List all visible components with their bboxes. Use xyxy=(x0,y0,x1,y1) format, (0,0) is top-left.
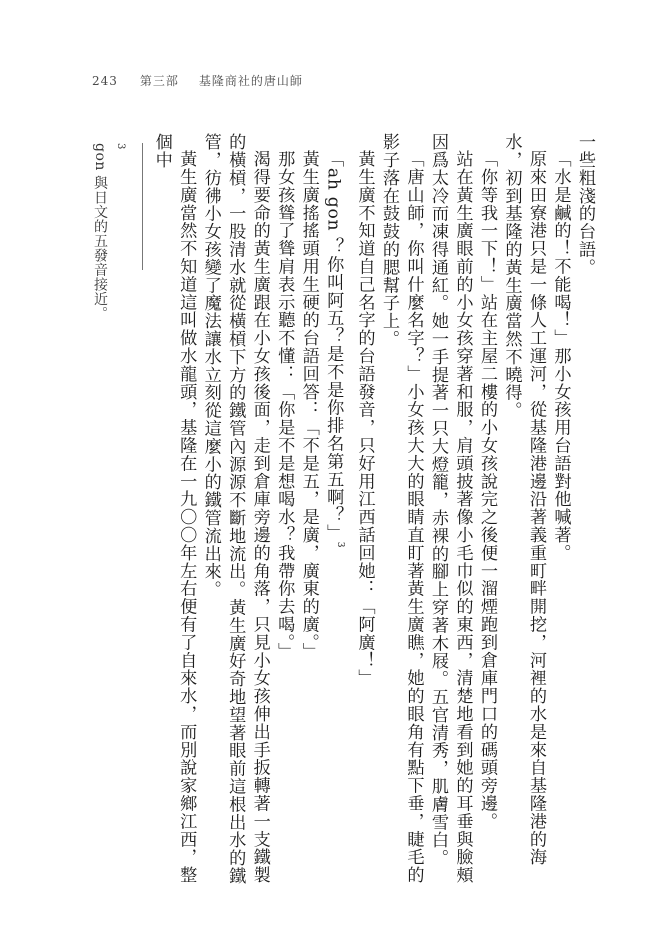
page-number: 243 xyxy=(92,74,118,88)
paragraph: 一些粗淺的台語。 xyxy=(575,133,595,277)
footnote-divider xyxy=(142,143,143,270)
running-head xyxy=(92,72,303,89)
footnote-text: gon 與日文的五發音接近。 xyxy=(92,143,108,321)
paragraph: 黃生廣不知道自己名字的台語發音，只好用江西話回她：「阿廣！」 xyxy=(354,150,375,688)
paragraph: 黃生廣搖搖頭用生硬的台語回答：「不是五，是廣，廣東的廣。」 xyxy=(298,150,319,661)
footnote xyxy=(86,143,130,563)
body-text xyxy=(151,133,597,885)
part-title: 第三部 xyxy=(139,74,179,88)
paragraph: 「你等我一下！」站在主屋二樓的小女孩說完之後便一溜煙跑到倉庫門口的碼頭旁邊。 xyxy=(477,150,497,831)
footnote-number: 3 xyxy=(115,143,126,150)
chapter-title: 基隆商社的唐山師 xyxy=(198,74,303,88)
paragraph: 渴得要命的黃生廣跟在小女孩後面，走到倉庫旁邊的角落，只見小女孩伸出手扳轉著一支鐵製的橫槓，一股清水就從橫槓下方的鐵管內源源不斷地流出。黃生廣好奇地望著眼前這根出水的鐵管，彷彿小女孩變了魔法讓水立刻從這麼小的鐵管流出來。 xyxy=(200,133,270,885)
paragraph: 原來田寮港只是一條人工運河，從基隆港邊沿著義重町畔開挖，河裡的水是來自基隆港的海水，初到基隆的黃生廣當然不曉得。 xyxy=(501,133,546,867)
paragraph-text: 「ah gon ？你叫阿五？是不是你排名第五啊？」 xyxy=(323,150,344,542)
paragraph: 站在黃生廣眼前的小女孩穿著和服，肩頭披著像小毛巾似的東西，清楚地看到她的耳垂與臉頰因爲太冷而凍得通紅。她一手提著一只大燈籠，赤裸的腳上穿著木屐。五官清秀，肌膚雪白。 xyxy=(428,133,473,885)
paragraph xyxy=(321,133,352,885)
paragraph: 「唐山師，你叫什麼名字？」小女孩大大的眼睛直盯著黃生廣瞧，她的眼角有點下垂，睫毛的影子落在鼓鼓的腮幫子上。 xyxy=(379,133,424,885)
paragraph: 「水是鹹的！不能喝！」那小女孩用台語對他喊著。 xyxy=(550,150,571,562)
paragraph: 那女孩聳了聳肩表示聽不懂：「你是不是想喝水？我帶你去喝。」 xyxy=(274,150,295,661)
footnote-reference: 3 xyxy=(335,541,345,548)
paragraph: 黃生廣當然不知道這叫做水龍頭，基隆在一九〇〇年左右便有了自來水，而別說家鄉江西，整個中 xyxy=(151,133,197,885)
